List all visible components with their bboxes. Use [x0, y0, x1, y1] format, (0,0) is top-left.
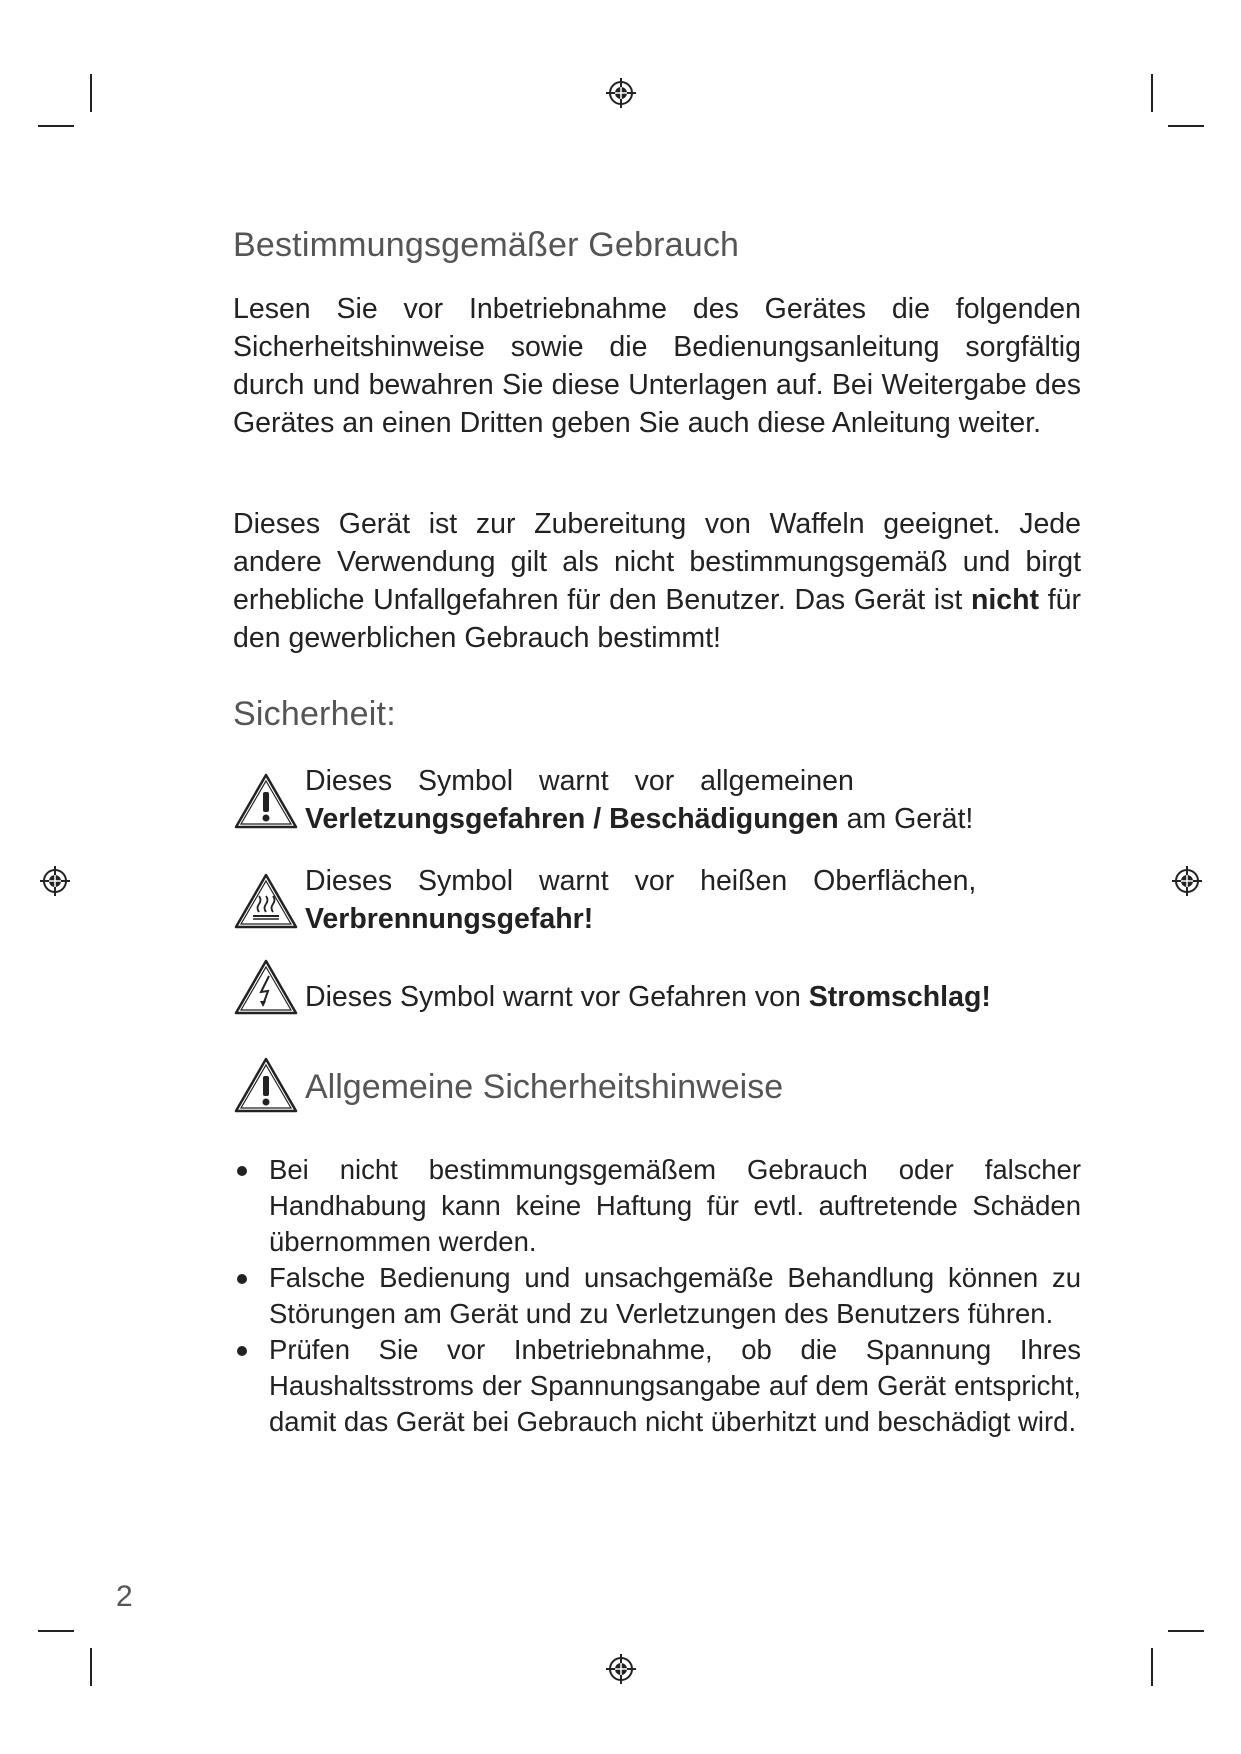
exclamation-warning-icon [233, 772, 299, 830]
crop-mark [1151, 1648, 1153, 1686]
registration-mark-icon [606, 78, 636, 108]
warning-text-after: am Gerät! [838, 803, 974, 835]
crop-mark [90, 74, 92, 112]
section-header-general-safety [233, 1056, 1093, 1122]
registration-mark-icon [1172, 866, 1202, 896]
section-title-intended-use: Bestimmungsgemäßer Gebrauch [233, 226, 740, 264]
crop-mark [1168, 1630, 1204, 1632]
registration-mark-icon [40, 866, 70, 896]
crop-mark [90, 1648, 92, 1686]
warning-text-plain: Dieses Symbol warnt vor heißen Oberflächen, [305, 865, 977, 897]
list-item-text: Falsche Bedienung und unsachgemäße Behandlung können zu Störungen am Gerät und zu Verletzungen des Benutzers führen. [269, 1262, 1081, 1329]
hot-surface-warning-icon [233, 872, 299, 930]
list-item-text: Prüfen Sie vor Inbetriebnahme, ob die Spannung Ihres Haushaltsstroms der Spannungsangabe auf dem Gerät entspricht, damit das Gerät bei Gebrauch nicht überhitzt und beschädigt wird. [269, 1334, 1081, 1437]
warning-hot-surface [233, 862, 1093, 942]
warning-general [233, 762, 1093, 842]
safety-bullet-list [233, 1152, 1081, 1440]
crop-mark [38, 1630, 74, 1632]
paragraph-text: Dieses Gerät ist zur Zubereitung von Waffeln geeignet. Jede andere Verwendung gilt als nicht bestimmungsgemäß und birgt erhebliche Unfallgefahren für den Benutzer. Das Gerät ist [233, 508, 1081, 616]
bullet-icon [237, 1166, 247, 1176]
bullet-icon [237, 1346, 247, 1356]
paragraph-intended-use [233, 505, 1081, 657]
crop-mark [38, 125, 74, 127]
paragraph-text: für den gewerblichen Gebrauch bestimmt! [233, 584, 1081, 654]
warning-text-plain: Dieses Symbol warnt vor allgemeinen [305, 765, 854, 797]
paragraph-intro: Lesen Sie vor Inbetriebnahme des Gerätes die folgenden Sicherheitshinweise sowie die Bedienungsanleitung sorgfältig durch und bewahren Sie diese Unterlagen auf. Bei Weitergabe des Gerätes an einen Dritten geben Sie auch diese Anleitung weiter. [233, 293, 1081, 439]
warning-electric-shock [233, 958, 1093, 1024]
bullet-icon [237, 1274, 247, 1284]
list-item [233, 1260, 1081, 1332]
crop-mark [1151, 74, 1153, 112]
warning-text-bold: Verbrennungsgefahr! [305, 903, 594, 935]
warning-text [305, 862, 1085, 938]
section-title-safety: Sicherheit: [233, 695, 396, 733]
warning-text-plain: Dieses Symbol warnt vor Gefahren von [305, 981, 809, 1013]
warning-text [305, 762, 1085, 838]
registration-mark-icon [606, 1654, 636, 1684]
page-number: 2 [116, 1580, 133, 1613]
list-item [233, 1332, 1081, 1440]
exclamation-warning-icon [233, 1056, 299, 1114]
crop-mark [1168, 125, 1204, 127]
warning-text-bold: Stromschlag! [808, 981, 991, 1013]
list-item [233, 1152, 1081, 1260]
paragraph-bold-text: nicht [970, 584, 1040, 616]
warning-text [305, 978, 1085, 1016]
electric-shock-warning-icon [233, 958, 299, 1016]
warning-text-bold: Verletzungsgefahren / Beschädigungen [305, 803, 839, 835]
section-title-general-safety: Allgemeine Sicherheitshinweise [305, 1068, 784, 1106]
list-item-text: Bei nicht bestimmungsgemäßem Gebrauch oder falscher Handhabung kann keine Haftung für evtl. auftretende Schäden übernommen werden. [269, 1154, 1081, 1257]
